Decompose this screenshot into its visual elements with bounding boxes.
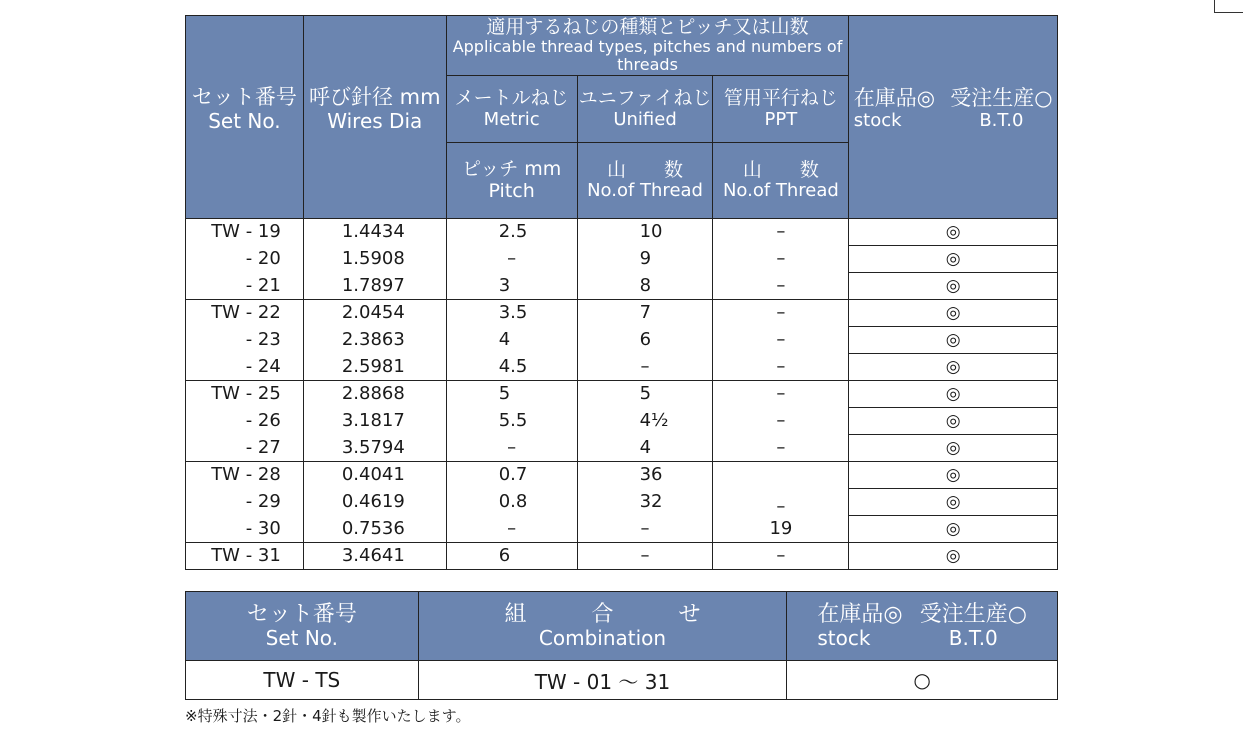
set-no-cell: - 26: [186, 408, 304, 435]
thread2-header: [713, 143, 849, 219]
set-no-cell: - 24: [186, 354, 304, 381]
set-no-cell: - 27: [186, 435, 304, 462]
ppt-cell: –: [713, 543, 849, 570]
set-no-header-jp: セット番号: [191, 85, 297, 110]
ppt-header-jp: 管用平行ねじ: [723, 87, 838, 110]
unified-cell: 7: [577, 300, 713, 327]
set-no-header-top: [186, 16, 304, 76]
wire-dia-cell: 1.4434: [303, 219, 446, 246]
wire-dia-cell: 0.7536: [303, 516, 446, 543]
table-row: [186, 354, 1058, 381]
ppt-cell: –: [713, 327, 849, 354]
set-no-cell: - 21: [186, 273, 304, 300]
pitch-cell: 3.5: [446, 300, 577, 327]
wire-dia-cell: 2.0454: [303, 300, 446, 327]
table-row: [186, 661, 1058, 700]
stock-header-en: stock: [853, 109, 902, 131]
combo-bto-jp: 受注生産○: [919, 601, 1027, 627]
set-no-cell: TW - 28: [186, 462, 304, 489]
wire-dia-cell: 2.8868: [303, 381, 446, 408]
combination-char: 合: [591, 601, 614, 627]
pitch-cell: 0.8: [446, 489, 577, 516]
table-row: [186, 408, 1058, 435]
pitch-cell: 4.5: [446, 354, 577, 381]
applicable-header-jp: 適用するねじの種類とピッチ又は山数: [486, 16, 809, 38]
set-no-cell: - 30: [186, 516, 304, 543]
stock-cell: ◎: [849, 435, 1058, 462]
pitch-cell: 6: [446, 543, 577, 570]
pitch-cell: 2.5: [446, 219, 577, 246]
set-no-cell: TW - 25: [186, 381, 304, 408]
unified-cell: 6: [577, 327, 713, 354]
combo-set-cell: TW - TS: [186, 661, 419, 700]
table-row: [186, 300, 1058, 327]
ppt-cell: 19: [713, 516, 849, 543]
wires-header-en: Wires Dia: [327, 108, 423, 133]
metric-header-jp: メートルねじ: [454, 87, 569, 110]
pitch-cell: 3: [446, 273, 577, 300]
wire-dia-cell: 0.4041: [303, 462, 446, 489]
wires-header-top: [303, 16, 446, 76]
applicable-header-en: Applicable thread types, pitches and numbers of threads: [452, 37, 843, 75]
unified-cell: –: [577, 516, 713, 543]
table-row: [186, 381, 1058, 408]
page-corner-mark: [1214, 0, 1243, 13]
pitch-header: [446, 143, 577, 219]
table-row: [186, 219, 1058, 246]
wire-dia-cell: 2.3863: [303, 327, 446, 354]
set-no-cell: TW - 31: [186, 543, 304, 570]
stock-cell: ◎: [849, 462, 1058, 489]
set-no-cell: - 29: [186, 489, 304, 516]
pitch-header-jp: ピッチ mm: [462, 158, 562, 181]
ppt-cell: [713, 462, 849, 489]
wires-header-jp: 呼び針径 mm: [308, 85, 441, 110]
thread2-header-jp: 山 数: [742, 158, 819, 181]
pitch-cell: 5.5: [446, 408, 577, 435]
wire-dia-cell: 1.7897: [303, 273, 446, 300]
wire-dia-cell: 2.5981: [303, 354, 446, 381]
ppt-cell: –: [713, 219, 849, 246]
combination-char: 組: [504, 601, 527, 627]
stock-header-bottom: [849, 143, 1058, 219]
ppt-cell: –: [713, 435, 849, 462]
thread2-header-en: No.of Thread: [722, 180, 839, 202]
combination-table: [185, 591, 1058, 700]
table-row: [186, 543, 1058, 570]
combo-stock-jp: 在庫品◎: [817, 601, 903, 627]
unified-header: [577, 76, 713, 143]
unified-cell: 36: [577, 462, 713, 489]
combo-stock-en: stock: [817, 626, 871, 651]
stock-cell: ◎: [849, 354, 1058, 381]
unified-header-jp: ユニファイねじ: [578, 87, 712, 110]
wire-dia-cell: 3.1817: [303, 408, 446, 435]
stock-cell: ◎: [849, 246, 1058, 273]
combo-stock-cell: ○: [787, 661, 1058, 700]
unified-cell: –: [577, 354, 713, 381]
ppt-cell: –: [713, 300, 849, 327]
set-no-cell: TW - 19: [186, 219, 304, 246]
ppt-cell: –: [713, 273, 849, 300]
bto-header-en: B.T.0: [979, 109, 1024, 131]
combination-header-jp: [420, 602, 786, 627]
thread-wire-table: [185, 15, 1058, 570]
pitch-cell: 5: [446, 381, 577, 408]
ppt-header-en: PPT: [764, 108, 798, 130]
pitch-header-en: Pitch: [488, 179, 535, 202]
combo-combination-cell: TW - 01 ～ 31: [418, 661, 787, 700]
unified-cell: 4: [577, 435, 713, 462]
ppt-cell: –: [713, 381, 849, 408]
unified-cell: –: [577, 543, 713, 570]
table-row: [186, 489, 1058, 516]
set-no-cell: - 20: [186, 246, 304, 273]
table-row: [186, 516, 1058, 543]
stock-cell: ◎: [849, 381, 1058, 408]
table-row: [186, 435, 1058, 462]
stock-cell: ◎: [849, 219, 1058, 246]
combo-bto-en: B.T.0: [948, 626, 998, 651]
unified-header-en: Unified: [613, 108, 677, 130]
table-row: [186, 246, 1058, 273]
combination-header-en: Combination: [538, 626, 667, 651]
pitch-cell: –: [446, 435, 577, 462]
metric-header: [446, 76, 577, 143]
thread-header-jp: 山 数: [607, 158, 684, 181]
wire-dia-cell: 3.5794: [303, 435, 446, 462]
stock-cell: ◎: [849, 543, 1058, 570]
wire-dia-cell: 3.4641: [303, 543, 446, 570]
set-no-cell: - 23: [186, 327, 304, 354]
combo-set-no-en: Set No.: [265, 626, 339, 651]
set-no-header: [186, 76, 304, 143]
ppt-header: [713, 76, 849, 143]
table-row: [186, 273, 1058, 300]
unified-cell: 8: [577, 273, 713, 300]
stock-header: [849, 76, 1058, 143]
set-no-header-en: Set No.: [208, 108, 281, 133]
pitch-cell: –: [446, 246, 577, 273]
ppt-cell: –: [713, 408, 849, 435]
pitch-cell: 4: [446, 327, 577, 354]
set-no-cell: TW - 22: [186, 300, 304, 327]
stock-header-jp: 在庫品◎: [853, 86, 936, 111]
ppt-cell: –: [713, 246, 849, 273]
stock-cell: ◎: [849, 300, 1058, 327]
combination-char: せ: [678, 601, 701, 627]
unified-cell: 32: [577, 489, 713, 516]
combo-stock-header: [787, 592, 1058, 661]
unified-cell: 5: [577, 381, 713, 408]
stock-cell: ◎: [849, 327, 1058, 354]
ppt-cell: –: [713, 354, 849, 381]
stock-cell: ◎: [849, 489, 1058, 516]
unified-cell: 9: [577, 246, 713, 273]
set-no-header-bottom: [186, 143, 304, 219]
pitch-cell: –: [446, 516, 577, 543]
stock-cell: ◎: [849, 516, 1058, 543]
wires-header: [303, 76, 446, 143]
combo-set-no-header: [186, 592, 419, 661]
pitch-cell: 0.7: [446, 462, 577, 489]
thread-header: [577, 143, 713, 219]
metric-header-en: Metric: [483, 108, 540, 130]
table-row: [186, 327, 1058, 354]
thread-header-en: No.of Thread: [587, 180, 703, 202]
wire-dia-cell: 0.4619: [303, 489, 446, 516]
wire-dia-cell: 1.5908: [303, 246, 446, 273]
footnote: ※特殊寸法・2針・4針も製作いたします。: [185, 707, 471, 725]
stock-cell: ◎: [849, 408, 1058, 435]
combination-header: [418, 592, 787, 661]
unified-cell: 10: [577, 219, 713, 246]
ppt-cell: –: [713, 489, 849, 516]
stock-cell: ◎: [849, 273, 1058, 300]
stock-header-top: [849, 16, 1058, 76]
bto-header-jp: 受注生産○: [950, 86, 1053, 111]
table-row: [186, 462, 1058, 489]
wires-header-bottom: [303, 143, 446, 219]
unified-cell: 4½: [577, 408, 713, 435]
combo-set-no-jp: セット番号: [246, 601, 357, 627]
applicable-header: [446, 16, 849, 76]
